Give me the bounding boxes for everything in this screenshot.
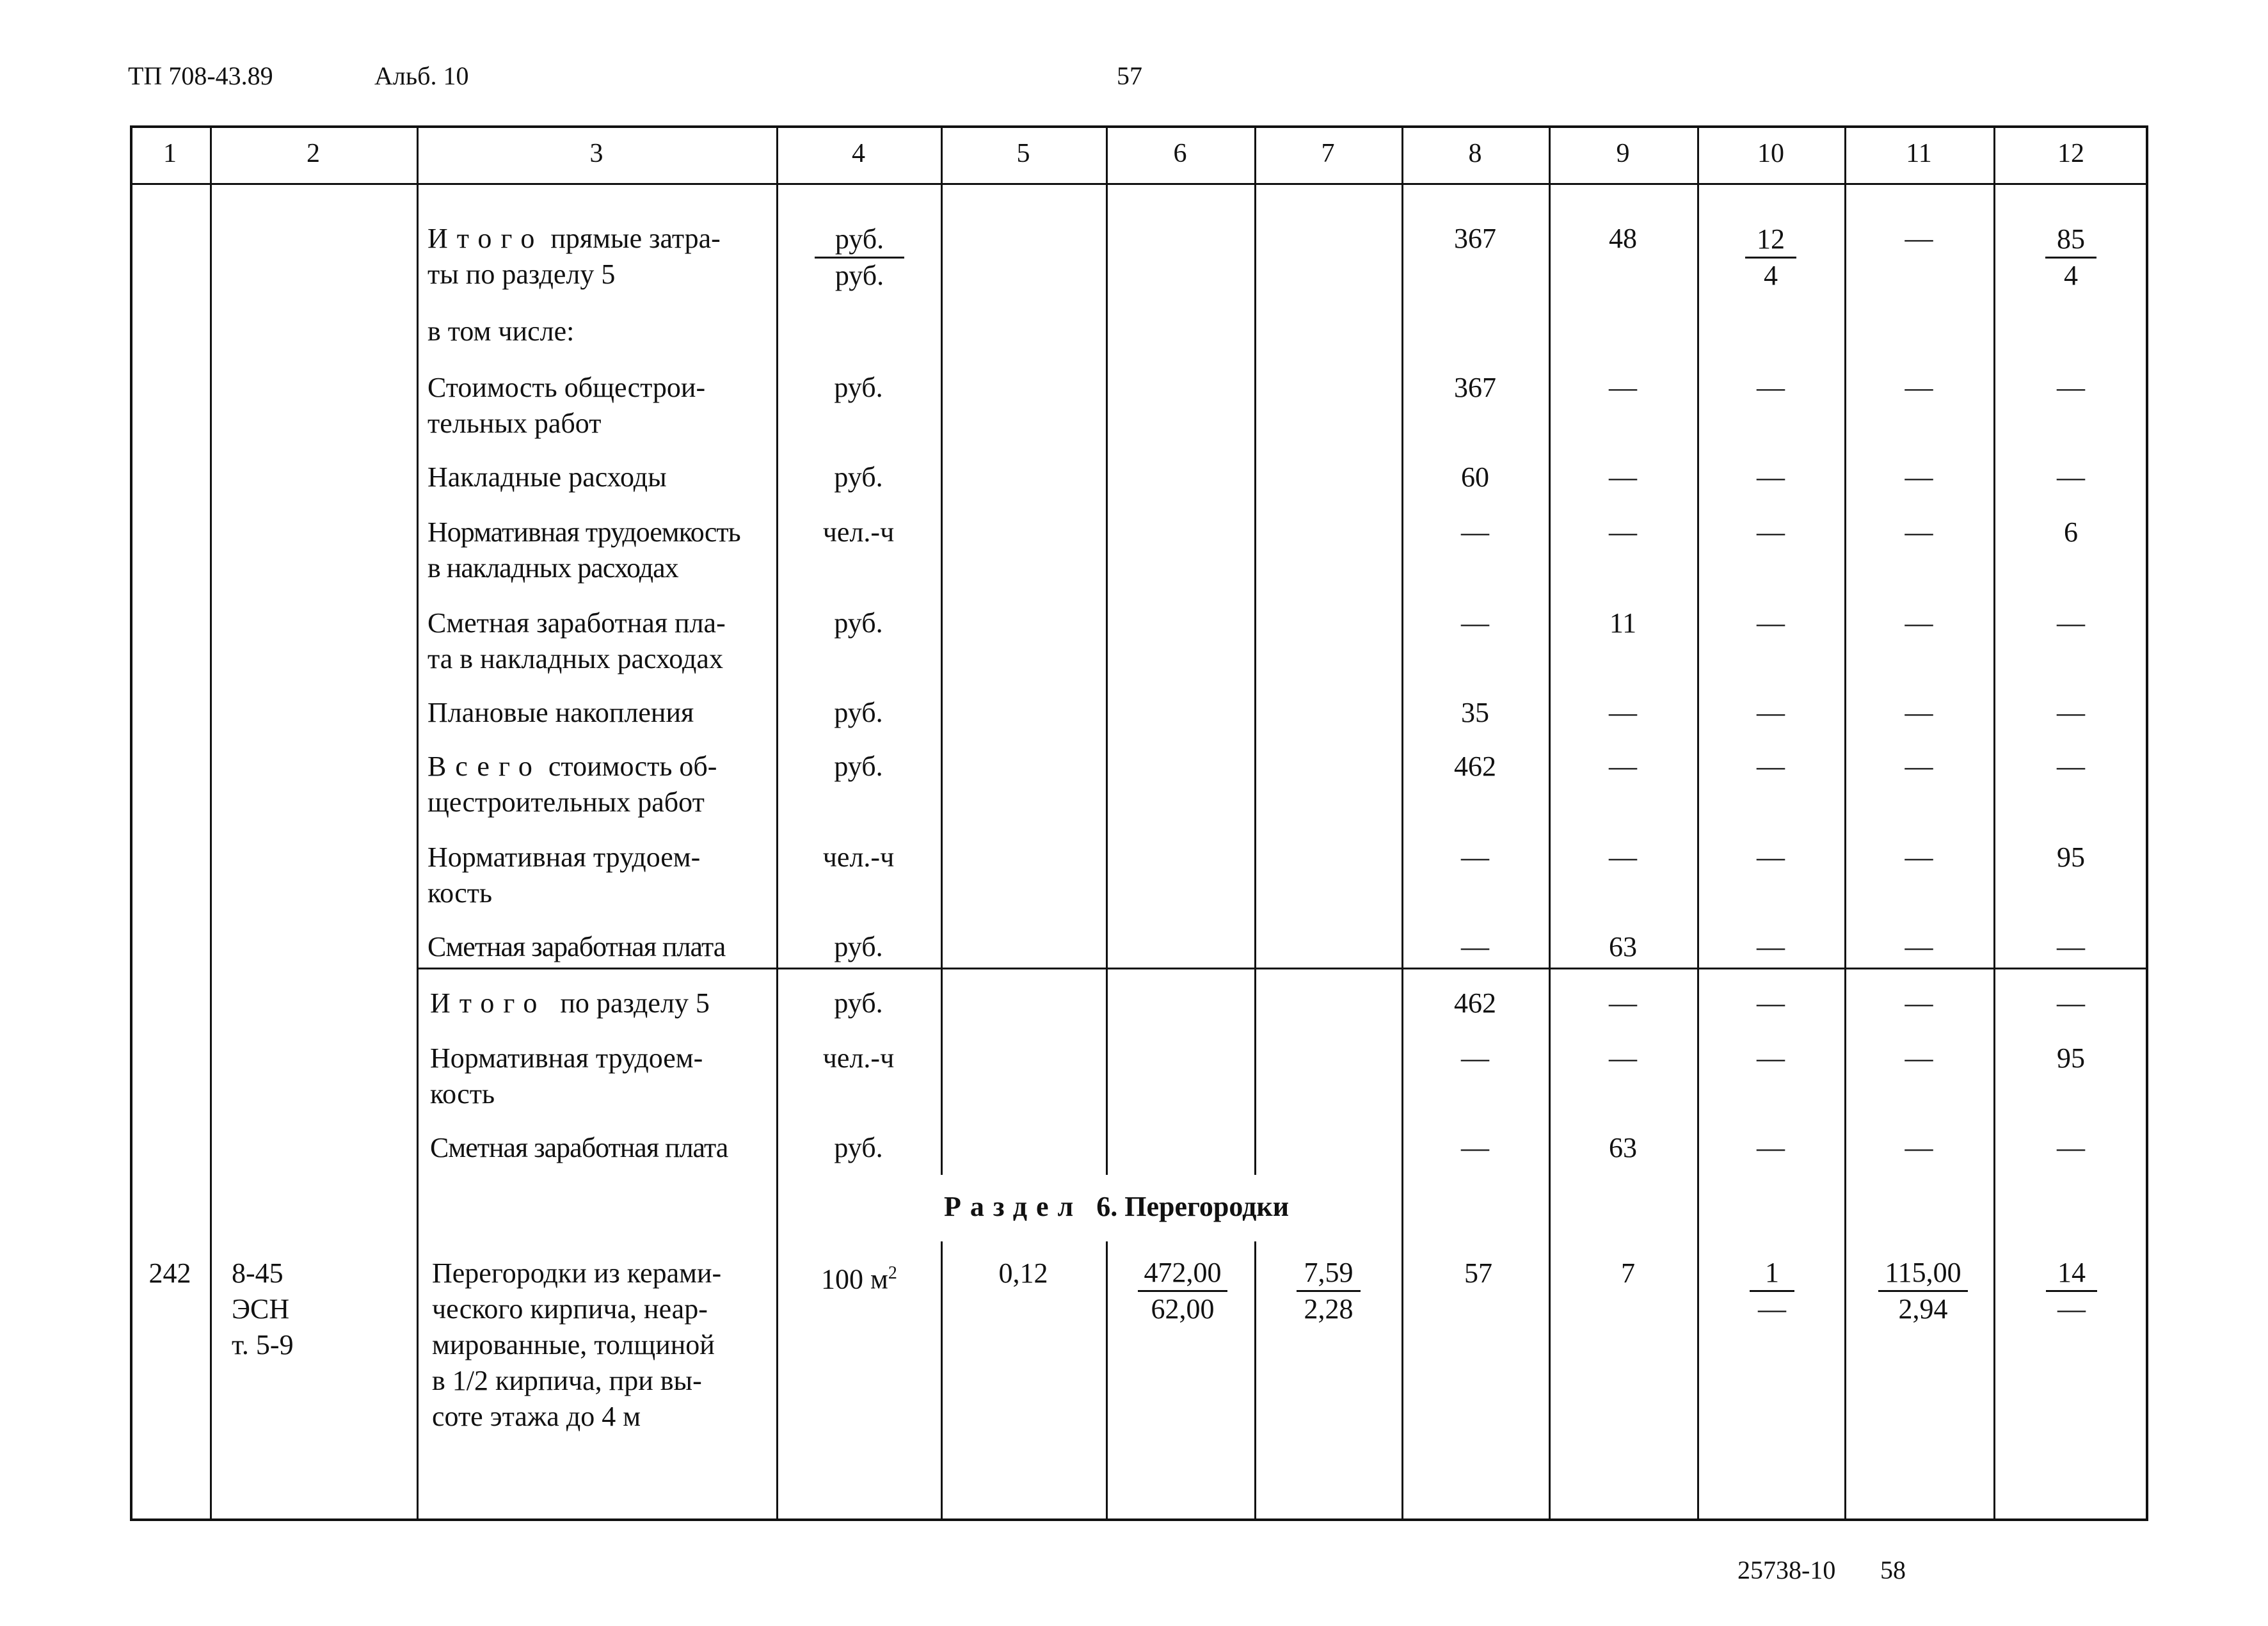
subtotal-separator xyxy=(417,968,2148,969)
footer-page: 58 xyxy=(1880,1556,1906,1584)
unit: руб. xyxy=(834,987,883,1019)
col12-value: 95 xyxy=(2057,1042,2085,1074)
col-divider xyxy=(1402,125,1403,1521)
section-heading xyxy=(944,1189,1289,1225)
col-header-2: 2 xyxy=(307,139,320,168)
col-header-10: 10 xyxy=(1757,139,1784,168)
col12-fraction: 14 — xyxy=(2046,1255,2097,1327)
col-divider xyxy=(941,125,943,1175)
item-number: 242 xyxy=(148,1257,191,1289)
col12-value: 6 xyxy=(2064,516,2078,548)
col8-value: — xyxy=(1461,607,1489,639)
col8-value: 462 xyxy=(1454,751,1496,782)
col9-value: — xyxy=(1609,987,1637,1019)
col10-value: — xyxy=(1757,931,1785,962)
section-prefix: Раздел xyxy=(944,1191,1083,1222)
col12-value: — xyxy=(2057,372,2085,403)
col10-value: — xyxy=(1757,1042,1785,1074)
col9-value: 63 xyxy=(1609,931,1637,962)
col9-value: — xyxy=(1609,841,1637,873)
col-divider xyxy=(776,125,778,1521)
col10-fraction: 1 — xyxy=(1750,1255,1794,1327)
col6-fraction: $\frac{472,00}{62,00}$ xyxy=(1138,1255,1227,1327)
col-divider xyxy=(1993,125,1995,1521)
unit: руб. xyxy=(834,607,883,639)
col8-value: 367 xyxy=(1454,223,1496,254)
col-divider xyxy=(417,125,419,1521)
unit: руб. xyxy=(834,372,883,403)
row-label-cont: щестроительных работ xyxy=(427,786,705,818)
col9-value: 48 xyxy=(1609,223,1637,254)
col-header-1: 1 xyxy=(163,139,177,168)
col11-value: — xyxy=(1905,607,1933,639)
col8-value: 60 xyxy=(1461,461,1489,493)
col12-value: — xyxy=(2057,461,2085,493)
row-label-cont: ты по разделу 5 xyxy=(427,259,616,290)
col9-value: — xyxy=(1609,751,1637,782)
col-divider xyxy=(1106,125,1108,1175)
doc-code: ТП 708-43.89 xyxy=(128,61,273,90)
col9-value: — xyxy=(1609,372,1637,403)
col11-value: — xyxy=(1905,841,1933,873)
col8-value: 367 xyxy=(1454,372,1496,403)
col8-value: 35 xyxy=(1461,697,1489,728)
col10-value: — xyxy=(1757,372,1785,403)
col12-value: — xyxy=(2057,751,2085,782)
col-divider xyxy=(1844,125,1846,1521)
row-label-cont: в накладных расходах xyxy=(427,552,678,584)
col9-value: 11 xyxy=(1609,607,1637,639)
col9-value: 7 xyxy=(1621,1257,1635,1289)
including-label: в том числе: xyxy=(427,315,575,347)
item-desc-line: ческого кирпича, неар- xyxy=(432,1293,708,1325)
col-header-11: 11 xyxy=(1906,139,1932,168)
col-header-6: 6 xyxy=(1173,139,1187,168)
col8-value: — xyxy=(1461,931,1489,962)
col-header-7: 7 xyxy=(1321,139,1335,168)
col-header-8: 8 xyxy=(1468,139,1482,168)
col9-value: — xyxy=(1609,697,1637,728)
row-label-cont: та в накладных расходах xyxy=(427,643,723,674)
col11-fraction: $\frac{115,00}{2,94}$ xyxy=(1878,1255,1968,1327)
col11-value: — xyxy=(1905,751,1933,782)
col12-value: — xyxy=(2057,1132,2085,1163)
col12-value: 95 xyxy=(2057,841,2085,873)
col11-value: — xyxy=(1905,372,1933,403)
col-header-12: 12 xyxy=(2057,139,2084,168)
col8-value: — xyxy=(1461,1042,1489,1074)
col10-value: — xyxy=(1757,751,1785,782)
col12-value: — xyxy=(2057,987,2085,1019)
unit: чел.-ч xyxy=(822,841,895,873)
item-desc-line: мированные, толщиной xyxy=(432,1329,715,1360)
row-label: Итого прямые затра- xyxy=(427,223,721,254)
row-label: Стоимость общестрои- xyxy=(427,372,706,403)
item-code-table: т. 5-9 xyxy=(232,1329,294,1360)
col8-value: — xyxy=(1461,1132,1489,1163)
unit: руб. xyxy=(834,697,883,728)
col10-value: — xyxy=(1757,697,1785,728)
row-label: Сметная заработная пла- xyxy=(427,607,726,639)
item-code: 8-45 xyxy=(232,1257,284,1289)
row-label: Сметная заработная плата xyxy=(427,931,726,962)
col11-value: — xyxy=(1905,461,1933,493)
unit: руб. xyxy=(834,931,883,962)
unit: руб. xyxy=(834,461,883,493)
unit-fraction: руб. руб. xyxy=(815,222,904,293)
col-divider xyxy=(210,125,212,1521)
row-label: Всего стоимость об- xyxy=(427,751,717,782)
col5-value: 0,12 xyxy=(998,1257,1048,1289)
col10-value: — xyxy=(1757,987,1785,1019)
col8-value: 462 xyxy=(1454,987,1496,1019)
col10-value: — xyxy=(1757,607,1785,639)
row-label: Плановые накопления xyxy=(427,697,694,728)
unit: чел.-ч xyxy=(822,516,895,548)
row-label: Накладные расходы xyxy=(427,461,667,493)
col11-value: — xyxy=(1905,1042,1933,1074)
col9-value: — xyxy=(1609,516,1637,548)
col11-value: — xyxy=(1905,516,1933,548)
col-divider xyxy=(1254,125,1256,1175)
col12-value: — xyxy=(2057,607,2085,639)
col11-value: — xyxy=(1905,1132,1933,1163)
col7-fraction: $\frac{7,59}{2,28}$ xyxy=(1297,1255,1361,1327)
col-divider xyxy=(1106,1241,1108,1521)
col-header-9: 9 xyxy=(1616,139,1630,168)
row-label: Нормативная трудоем- xyxy=(427,841,701,873)
album-label: Альб. 10 xyxy=(374,61,469,90)
row-label-cont: тельных работ xyxy=(427,408,602,439)
row-label: Нормативная трудоемкость xyxy=(427,516,740,548)
row-label: Сметная заработная плата xyxy=(430,1132,728,1163)
col9-value: 63 xyxy=(1609,1132,1637,1163)
col10-fraction: $\frac{12}{4}$ xyxy=(1745,222,1796,293)
col11-value: — xyxy=(1905,697,1933,728)
col8-value: — xyxy=(1461,841,1489,873)
col-divider xyxy=(1549,125,1551,1521)
row-label: Итого по разделу 5 xyxy=(430,987,710,1019)
col10-value: — xyxy=(1757,461,1785,493)
col11-value: — xyxy=(1905,931,1933,962)
item-unit: 100 $м^2$ xyxy=(821,1263,897,1295)
unit: руб. xyxy=(834,751,883,782)
item-desc-line: соте этажа до 4 м xyxy=(432,1401,641,1432)
col-header-5: 5 xyxy=(1016,139,1030,168)
item-code-source: ЭСН xyxy=(232,1293,290,1325)
col12-fraction: $\frac{85}{4}$ xyxy=(2045,222,2096,293)
footer-code: 25738-10 xyxy=(1737,1556,1836,1584)
unit: чел.-ч xyxy=(822,1042,895,1074)
item-desc-line: в 1/2 кирпича, при вы- xyxy=(432,1365,702,1396)
col8-value: — xyxy=(1461,516,1489,548)
col9-value: — xyxy=(1609,461,1637,493)
col11-value: — xyxy=(1905,987,1933,1019)
row-label-cont: кость xyxy=(430,1078,495,1110)
col-header-4: 4 xyxy=(852,139,865,168)
col12-value: — xyxy=(2057,931,2085,962)
col10-value: — xyxy=(1757,841,1785,873)
row-label: Нормативная трудоем- xyxy=(430,1042,703,1074)
col-header-3: 3 xyxy=(589,139,603,168)
col-divider xyxy=(1254,1241,1256,1521)
col11-value: — xyxy=(1905,223,1933,254)
unit: руб. xyxy=(834,1132,883,1163)
col10-value: — xyxy=(1757,516,1785,548)
col9-value: — xyxy=(1609,1042,1637,1074)
row-label-cont: кость xyxy=(427,877,493,909)
page-number: 57 xyxy=(1117,61,1142,90)
col8-value: 57 xyxy=(1464,1257,1492,1289)
col-divider xyxy=(1697,125,1699,1521)
col12-value: — xyxy=(2057,697,2085,728)
col10-value: — xyxy=(1757,1132,1785,1163)
item-desc-line: Перегородки из керами- xyxy=(432,1257,722,1289)
section-title: 6. Перегородки xyxy=(1096,1191,1290,1222)
